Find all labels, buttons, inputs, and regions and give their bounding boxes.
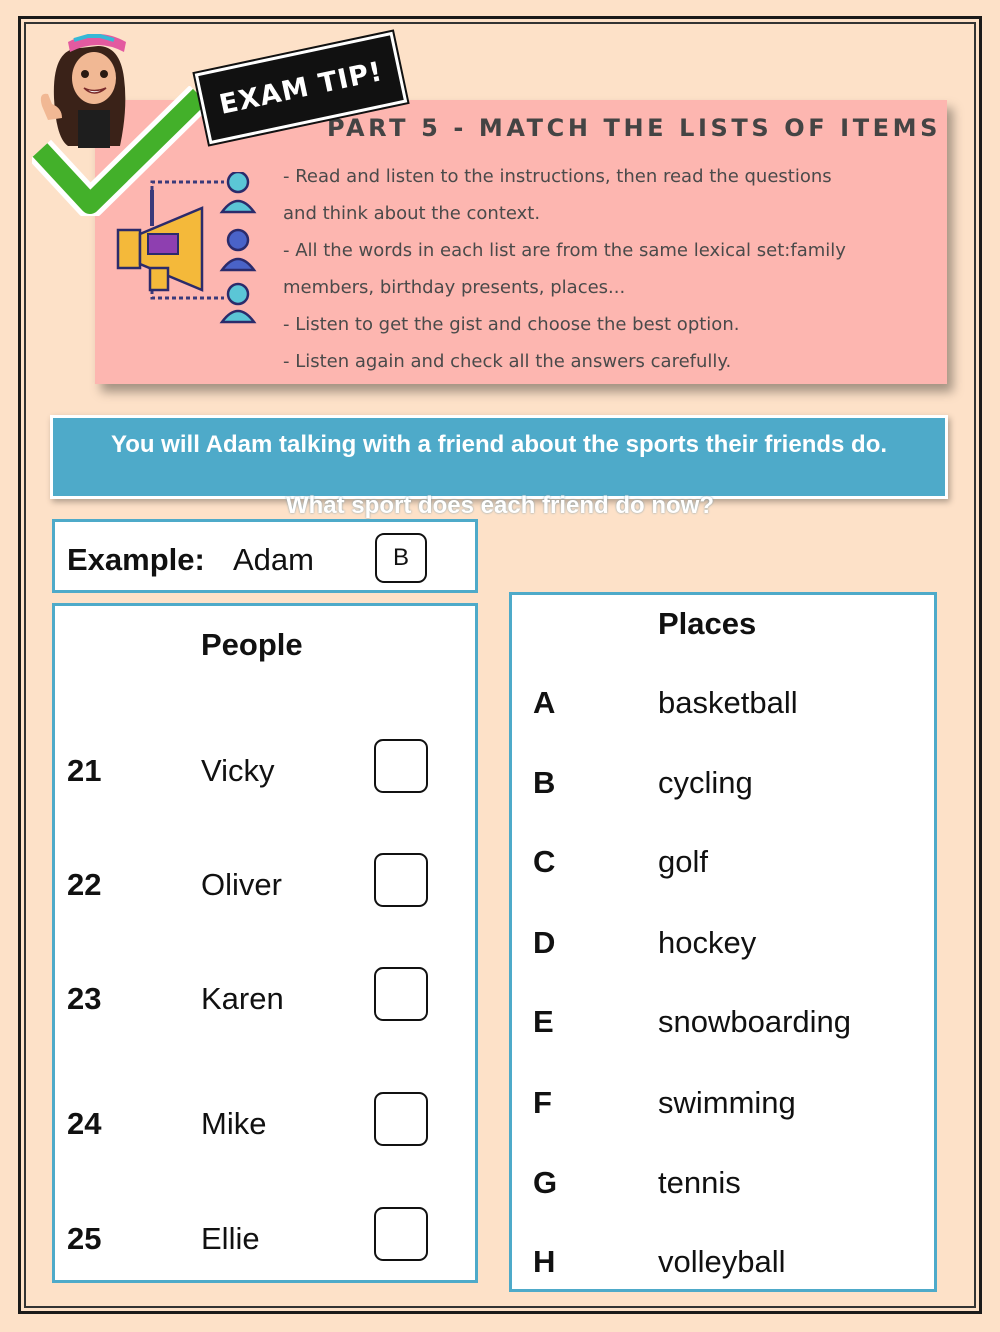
- answer-box[interactable]: [374, 1092, 428, 1146]
- instructions-question: What sport does each friend do now?: [285, 492, 714, 519]
- checkmark-icon: [32, 86, 207, 216]
- option-letter: E: [533, 1004, 554, 1039]
- place-row: [512, 765, 934, 805]
- tip-line: - All the words in each list are from the same lexical set:family: [283, 240, 846, 261]
- people-heading: People: [201, 627, 303, 662]
- question-number: 22: [67, 867, 102, 902]
- option-letter: H: [533, 1244, 556, 1279]
- example-label: Example:: [67, 542, 205, 577]
- instructions-banner: [50, 415, 948, 499]
- example-answer-box: B: [375, 533, 427, 583]
- example-name: Adam: [233, 542, 314, 577]
- tip-line: and think about the context.: [283, 203, 541, 224]
- option-name: cycling: [658, 765, 753, 800]
- place-row: [512, 1004, 934, 1044]
- option-letter: C: [533, 844, 556, 879]
- example-box: [52, 519, 478, 593]
- person-name: Karen: [201, 981, 284, 1016]
- option-name: golf: [658, 844, 708, 879]
- question-number: 24: [67, 1106, 102, 1141]
- people-row: [55, 739, 475, 799]
- person-name: Ellie: [201, 1221, 260, 1256]
- answer-box[interactable]: [374, 853, 428, 907]
- question-number: 21: [67, 753, 102, 788]
- place-row: [512, 1085, 934, 1125]
- people-row: [55, 1092, 475, 1152]
- place-row: [512, 1244, 934, 1284]
- option-letter: A: [533, 685, 556, 720]
- tip-text: [283, 158, 933, 380]
- person-name: Mike: [201, 1106, 267, 1141]
- option-letter: F: [533, 1085, 552, 1120]
- people-row: [55, 1207, 475, 1267]
- option-letter: B: [533, 765, 556, 800]
- places-list: [509, 592, 937, 1292]
- answer-box[interactable]: [374, 1207, 428, 1261]
- option-name: snowboarding: [658, 1004, 852, 1039]
- place-row: [512, 925, 934, 965]
- option-name: basketball: [658, 685, 798, 720]
- tip-title: PART 5 - MATCH THE LISTS OF ITEMS: [327, 114, 942, 142]
- person-name: Oliver: [201, 867, 282, 902]
- question-number: 25: [67, 1221, 102, 1256]
- exam-tip-badge-text: EXAM TIP!: [216, 55, 386, 121]
- place-row: [512, 685, 934, 725]
- people-row: [55, 967, 475, 1027]
- question-number: 23: [67, 981, 102, 1016]
- place-row: [512, 1165, 934, 1205]
- people-list: [52, 603, 478, 1283]
- answer-box[interactable]: [374, 739, 428, 793]
- people-row: [55, 853, 475, 913]
- option-name: tennis: [658, 1165, 741, 1200]
- instructions-text: You will Adam talking with a friend about the sports their friends do.: [110, 431, 888, 458]
- option-name: swimming: [658, 1085, 796, 1120]
- tip-line: - Read and listen to the instructions, then read the questions: [283, 166, 832, 187]
- option-letter: G: [533, 1165, 558, 1200]
- option-name: hockey: [658, 925, 757, 960]
- tip-line: - Listen to get the gist and choose the best option.: [283, 314, 740, 335]
- places-heading: Places: [658, 606, 757, 641]
- answer-box[interactable]: [374, 967, 428, 1021]
- option-name: volleyball: [658, 1244, 786, 1279]
- tip-line: members, birthday presents, places...: [283, 277, 626, 298]
- person-name: Vicky: [201, 753, 275, 788]
- place-row: [512, 844, 934, 884]
- option-letter: D: [533, 925, 556, 960]
- tip-line: - Listen again and check all the answers carefully.: [283, 351, 732, 372]
